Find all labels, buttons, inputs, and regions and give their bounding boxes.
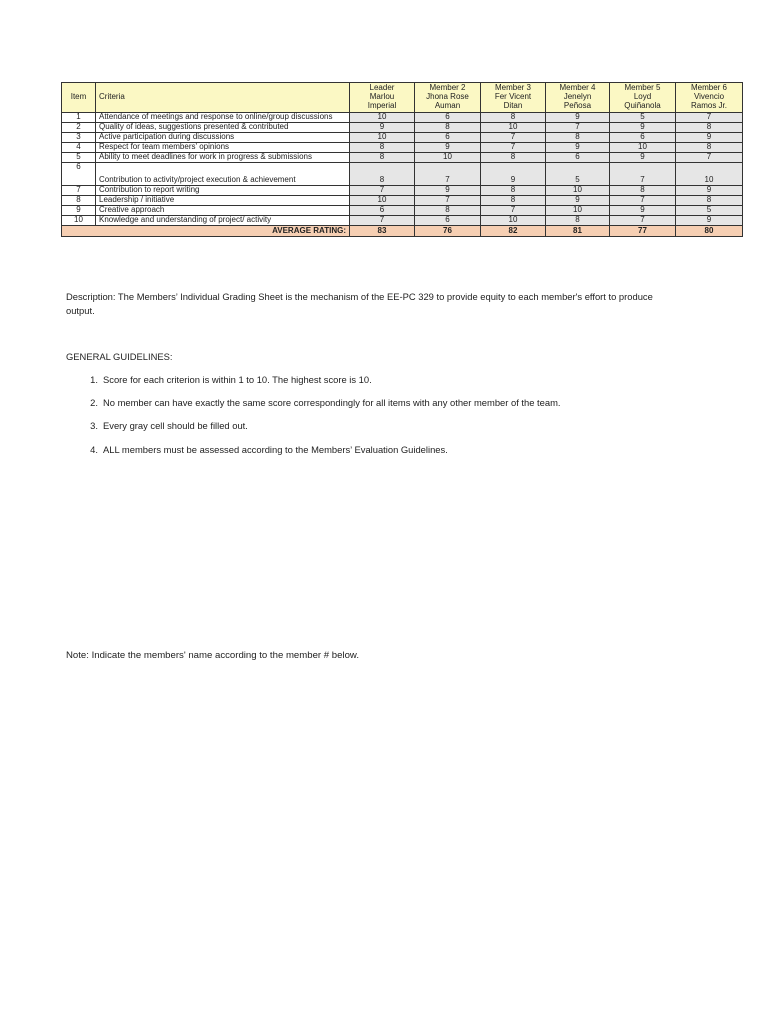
criteria-text: Active participation during discussions	[96, 133, 350, 143]
score-cell: 10	[481, 216, 546, 226]
table-row	[62, 216, 743, 226]
criteria-text: Leadership / initiative	[96, 196, 350, 206]
score-cell: 10	[546, 186, 610, 196]
guidelines-list	[66, 375, 706, 468]
score-cell: 10	[350, 133, 415, 143]
score-cell: 9	[415, 186, 481, 196]
score-cell: 10	[546, 206, 610, 216]
table-row	[62, 123, 743, 133]
item-number: 10	[62, 216, 96, 226]
item-number: 3	[62, 133, 96, 143]
criteria-text: Contribution to activity/project execution & achievement	[96, 163, 350, 186]
score-cell: 6	[415, 113, 481, 123]
guideline-item	[66, 375, 706, 398]
guideline-number: 1.	[90, 374, 98, 385]
average-rating-cell: 83	[350, 226, 415, 237]
score-cell: 5	[546, 163, 610, 186]
score-cell: 9	[415, 143, 481, 153]
item-number: 8	[62, 196, 96, 206]
score-cell: 8	[350, 163, 415, 186]
average-rating-cell: 82	[481, 226, 546, 237]
score-cell: 9	[546, 196, 610, 206]
criteria-text: Attendance of meetings and response to online/group discussions	[96, 113, 350, 123]
guideline-item	[66, 398, 706, 421]
score-cell: 6	[610, 133, 676, 143]
score-cell: 5	[610, 113, 676, 123]
score-cell: 9	[676, 216, 743, 226]
criteria-text: Knowledge and understanding of project/ activity	[96, 216, 350, 226]
score-cell: 7	[546, 123, 610, 133]
item-number: 7	[62, 186, 96, 196]
description-text	[66, 290, 706, 318]
member-column-header	[546, 83, 610, 113]
score-cell: 7	[481, 143, 546, 153]
average-rating-cell: 80	[676, 226, 743, 237]
member-name-line: Jhona Rose	[426, 92, 469, 102]
score-cell: 6	[546, 153, 610, 163]
note-text: Note: Indicate the members' name according to the member # below.	[66, 650, 359, 661]
table-row	[62, 206, 743, 216]
criteria-text: Creative approach	[96, 206, 350, 216]
member-role: Member 5	[624, 83, 661, 93]
table-row	[62, 133, 743, 143]
member-name-line: Ditan	[503, 100, 523, 110]
score-cell: 8	[676, 123, 743, 133]
score-cell: 9	[676, 186, 743, 196]
score-cell: 6	[415, 216, 481, 226]
member-column-header	[610, 83, 676, 113]
member-role: Member 4	[559, 83, 596, 93]
score-cell: 7	[610, 196, 676, 206]
criteria-text: Respect for team members' opinions	[96, 143, 350, 153]
member-name-line: Loyd	[633, 92, 652, 102]
guidelines-heading: GENERAL GUIDELINES:	[66, 351, 173, 362]
item-column-header: Item	[62, 83, 96, 113]
table-row	[62, 143, 743, 153]
guideline-text: ALL members must be assessed according to the Members’ Evaluation Guidelines.	[103, 443, 448, 455]
score-cell: 9	[546, 143, 610, 153]
member-role: Member 2	[429, 83, 466, 93]
score-cell: 5	[676, 206, 743, 216]
guideline-text: Every gray cell should be filled out.	[103, 420, 248, 432]
member-column-header	[676, 83, 743, 113]
score-cell: 8	[546, 133, 610, 143]
score-cell: 10	[481, 123, 546, 133]
item-number: 2	[62, 123, 96, 133]
member-name-line: Quiñanola	[624, 100, 661, 110]
table-row	[62, 163, 743, 186]
score-cell: 9	[610, 206, 676, 216]
description-line: output.	[66, 305, 95, 316]
guideline-number: 2.	[90, 397, 98, 409]
score-cell: 9	[546, 113, 610, 123]
member-name-line: Peñosa	[563, 100, 592, 110]
score-cell: 8	[546, 216, 610, 226]
member-name-line: Imperial	[367, 100, 397, 110]
criteria-column-header: Criteria	[96, 83, 350, 113]
score-cell: 8	[350, 143, 415, 153]
table-row	[62, 186, 743, 196]
score-cell: 9	[610, 123, 676, 133]
score-cell: 8	[415, 206, 481, 216]
score-cell: 8	[676, 143, 743, 153]
score-cell: 8	[481, 186, 546, 196]
guideline-number: 4.	[90, 443, 98, 455]
grading-table	[61, 82, 743, 237]
description-line: Description: The Members’ Individual Grading Sheet is the mechanism of the EE-PC 329 to provide equity to each member's effort to produce	[66, 291, 653, 302]
score-cell: 7	[481, 206, 546, 216]
score-cell: 8	[610, 186, 676, 196]
score-cell: 9	[610, 153, 676, 163]
average-rating-row	[62, 226, 743, 237]
table-header-row	[62, 83, 743, 113]
item-number: 5	[62, 153, 96, 163]
member-name-line: Ramos Jr.	[690, 100, 727, 110]
score-cell: 7	[610, 163, 676, 186]
criteria-text: Contribution to report writing	[96, 186, 350, 196]
guideline-text: No member can have exactly the same score correspondingly for all items with any other member of the team.	[103, 397, 561, 409]
guideline-text: Score for each criterion is within 1 to 10. The highest score is 10.	[103, 374, 372, 385]
table-row	[62, 153, 743, 163]
member-column-header	[415, 83, 481, 113]
score-cell: 8	[415, 123, 481, 133]
score-cell: 7	[676, 153, 743, 163]
table-row	[62, 196, 743, 206]
score-cell: 7	[676, 113, 743, 123]
criteria-text: Ability to meet deadlines for work in progress & submissions	[96, 153, 350, 163]
average-rating-label: AVERAGE RATING:	[62, 226, 350, 237]
score-cell: 8	[481, 153, 546, 163]
score-cell: 10	[350, 196, 415, 206]
member-name-line: Fer Vicent	[494, 92, 532, 102]
average-rating-cell: 76	[415, 226, 481, 237]
score-cell: 8	[481, 113, 546, 123]
member-name-line: Vivencio	[693, 92, 725, 102]
table-row	[62, 113, 743, 123]
score-cell: 8	[676, 196, 743, 206]
score-cell: 9	[481, 163, 546, 186]
guideline-number: 3.	[90, 420, 98, 432]
average-rating-cell: 77	[610, 226, 676, 237]
member-name-line: Auman	[434, 100, 461, 110]
score-cell: 6	[415, 133, 481, 143]
score-cell: 9	[676, 133, 743, 143]
member-role: Member 3	[494, 83, 531, 93]
criteria-text: Quality of ideas, suggestions presented & contributed	[96, 123, 350, 133]
score-cell: 6	[350, 206, 415, 216]
item-number: 1	[62, 113, 96, 123]
guideline-item	[66, 445, 706, 468]
guideline-item	[66, 421, 706, 444]
score-cell: 7	[610, 216, 676, 226]
member-name-line: Marlou	[369, 92, 395, 102]
score-cell: 7	[415, 163, 481, 186]
average-rating-cell: 81	[546, 226, 610, 237]
score-cell: 7	[350, 186, 415, 196]
score-cell: 7	[481, 133, 546, 143]
score-cell: 10	[676, 163, 743, 186]
score-cell: 10	[415, 153, 481, 163]
item-number: 9	[62, 206, 96, 216]
score-cell: 10	[610, 143, 676, 153]
member-role: Leader	[369, 83, 395, 93]
score-cell: 7	[350, 216, 415, 226]
score-cell: 10	[350, 113, 415, 123]
score-cell: 8	[481, 196, 546, 206]
score-cell: 8	[350, 153, 415, 163]
score-cell: 9	[350, 123, 415, 133]
score-cell: 7	[415, 196, 481, 206]
member-name-line: Jenelyn	[563, 92, 592, 102]
item-number: 6	[62, 163, 96, 186]
member-column-header	[350, 83, 415, 113]
member-role: Member 6	[690, 83, 727, 93]
item-number: 4	[62, 143, 96, 153]
member-column-header	[481, 83, 546, 113]
